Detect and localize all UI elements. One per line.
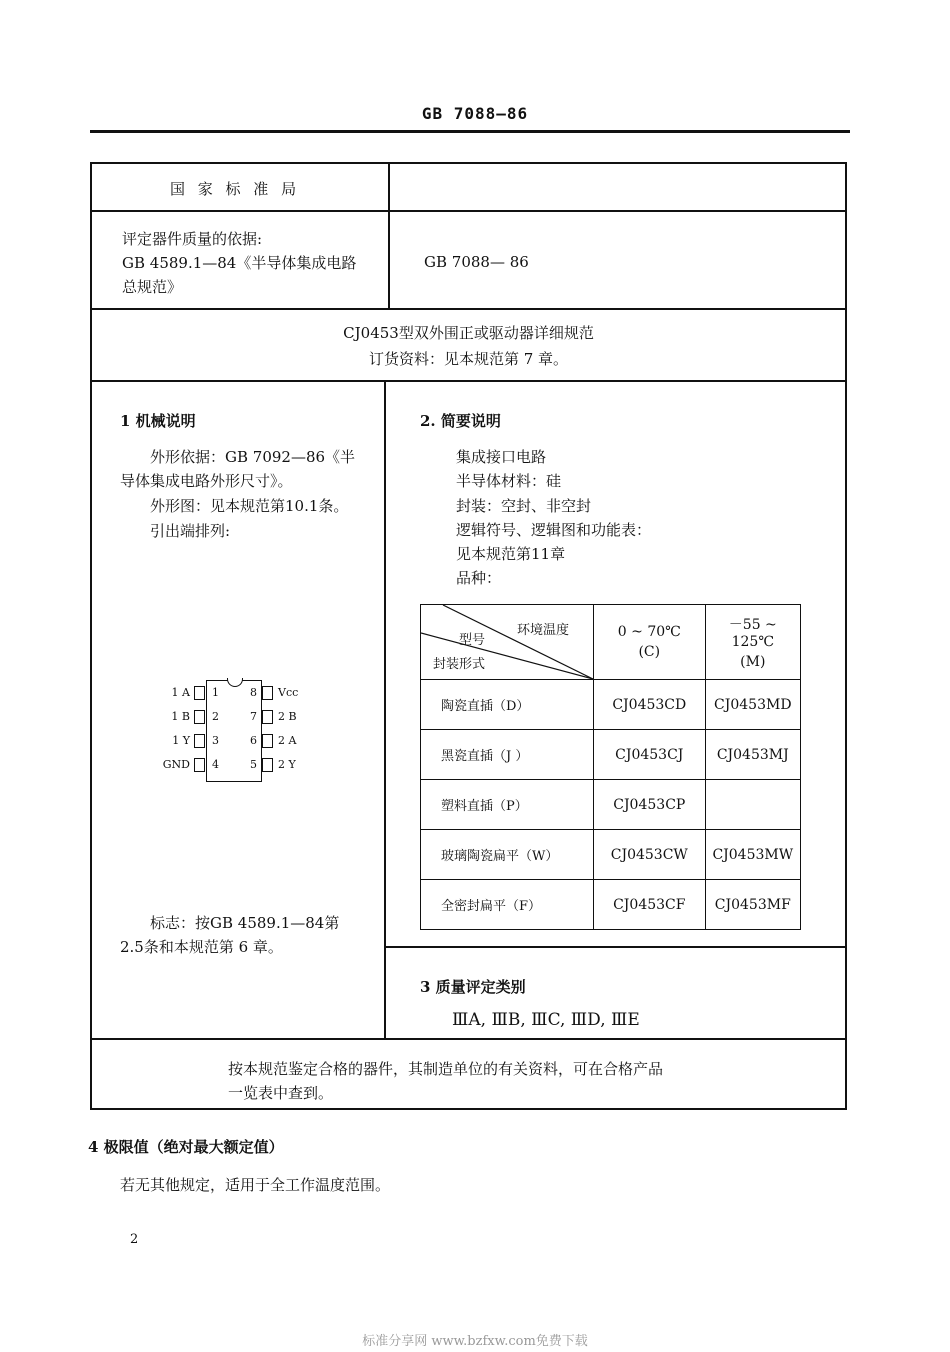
brief-line: 见本规范第11章 [456, 545, 566, 563]
standard-number: GB 7088— 86 [424, 253, 529, 271]
pinout-diagram [150, 680, 330, 790]
marking-1: 标志：按GB 4589.1—84第 [150, 914, 340, 932]
pin-number: 6 [250, 734, 257, 747]
pin-name: 1 A [171, 686, 190, 699]
col-m-code: (M) [740, 654, 766, 670]
row-divider-2 [90, 308, 847, 310]
pin-number: 3 [212, 734, 219, 747]
pin-number: 5 [250, 758, 257, 771]
pin-name: GND [162, 758, 190, 771]
pkg-name: 陶瓷直插（D） [421, 680, 594, 730]
spec-title: CJ0453型双外围正或驱动器详细规范 [343, 324, 594, 342]
pin-name: 2 B [278, 710, 297, 723]
col-c-range: 0 ~ 70℃ [617, 624, 681, 640]
basis-label: 评定器件质量的依据: [122, 230, 263, 248]
pkg-m-model: CJ0453MW [705, 830, 800, 880]
row-divider-3 [90, 380, 847, 382]
package-table-header [421, 605, 801, 680]
watermark: 标准分享网 www.bzfxw.com免费下载 [362, 1334, 588, 1349]
brief-line: 品种： [456, 569, 502, 587]
brief-line: 集成接口电路 [456, 448, 547, 466]
pin-pad [262, 734, 273, 748]
outline-basis-1: 外形依据：GB 7092—86《半 [150, 448, 356, 466]
qualified-note-2: 一览表中查到。 [228, 1084, 334, 1102]
basis-line3: 总规范》 [122, 278, 183, 296]
table-row [421, 730, 801, 780]
section4-heading: 4 极限值（绝对最大额定值） [88, 1138, 284, 1156]
pin-number: 4 [212, 758, 219, 771]
pkg-c-model: CJ0453CP [594, 780, 706, 830]
pin-number: 8 [250, 686, 257, 699]
pkg-name: 玻璃陶瓷扁平（W） [421, 830, 594, 880]
pkg-c-model: CJ0453CW [594, 830, 706, 880]
marking-2: 2.5条和本规范第 6 章。 [120, 938, 283, 956]
qualified-note-1: 按本规范鉴定合格的器件，其制造单位的有关资料，可在合格产品 [228, 1060, 664, 1078]
section1-heading: 1 机械说明 [120, 412, 196, 430]
brief-line: 半导体材料：硅 [456, 472, 562, 490]
row-divider-1 [90, 210, 847, 212]
pin-pad [262, 710, 273, 724]
pin-name: 1 Y [172, 734, 190, 747]
pkg-c-model: CJ0453CF [594, 880, 706, 930]
col-m-header [705, 605, 800, 680]
pin-name: 2 Y [278, 758, 296, 771]
table-row [421, 680, 801, 730]
pin-number: 1 [212, 686, 219, 699]
note-divider [90, 1038, 847, 1040]
pin-pad [262, 758, 273, 772]
pin-pad [194, 758, 205, 772]
pkg-name: 黑瓷直插（J ） [421, 730, 594, 780]
package-table [420, 604, 801, 930]
pin-pad [262, 686, 273, 700]
pkg-m-model: CJ0453MJ [705, 730, 800, 780]
pkg-m-model: CJ0453MD [705, 680, 800, 730]
pin-pad [194, 734, 205, 748]
standard-code-header: GB 7088—86 [421, 104, 529, 123]
brief-line: 封装：空封、非空封 [456, 497, 592, 515]
head-temp: 环境温度 [517, 623, 570, 638]
col-c-header [594, 605, 706, 680]
section3-divider [384, 946, 847, 948]
table-row [421, 780, 801, 830]
ordering-info: 订货资料：见本规范第 7 章。 [368, 350, 569, 368]
table-row [421, 880, 801, 930]
pkg-c-model: CJ0453CJ [594, 730, 706, 780]
pin-pad [194, 686, 205, 700]
pin-name: 1 B [171, 710, 190, 723]
pin-number: 2 [212, 710, 219, 723]
pin-pad [194, 710, 205, 724]
pkg-name: 全密封扁平（F） [421, 880, 594, 930]
section4-text: 若无其他规定，适用于全工作温度范围。 [120, 1176, 391, 1194]
col-c-code: (C) [638, 644, 661, 660]
pin-name: Vcc [278, 686, 299, 699]
top-vertical-divider [388, 162, 390, 308]
head-pkg: 封装形式 [433, 657, 486, 672]
pinout-label: 引出端排列: [150, 522, 231, 540]
diagonal-header-cell [421, 605, 594, 680]
quality-categories: ⅢA, ⅢB, ⅢC, ⅢD, ⅢE [452, 1010, 640, 1030]
outline-figure: 外形图：见本规范第10.1条。 [150, 497, 349, 515]
table-row [421, 830, 801, 880]
section3-heading: 3 质量评定类别 [420, 978, 526, 996]
pkg-c-model: CJ0453CD [594, 680, 706, 730]
bureau-name: 国 家 标 准 局 [170, 180, 301, 198]
brief-line: 逻辑符号、逻辑图和功能表： [456, 521, 652, 539]
head-model: 型号 [459, 633, 486, 648]
pkg-m-model [705, 780, 800, 830]
outline-basis-2: 导体集成电路外形尺寸》。 [120, 472, 293, 490]
pin-name: 2 A [278, 734, 297, 747]
col-m-range: －55 ~ 125℃ [728, 617, 777, 650]
pkg-m-model: CJ0453MF [705, 880, 800, 930]
pin-number: 7 [250, 710, 257, 723]
page-number: 2 [130, 1232, 139, 1247]
basis-line2: GB 4589.1—84《半导体集成电路 [122, 254, 357, 272]
header-rule [90, 130, 850, 133]
pkg-name: 塑料直插（P） [421, 780, 594, 830]
middle-vertical-divider [384, 380, 386, 1038]
section2-heading: 2. 简要说明 [420, 412, 501, 430]
